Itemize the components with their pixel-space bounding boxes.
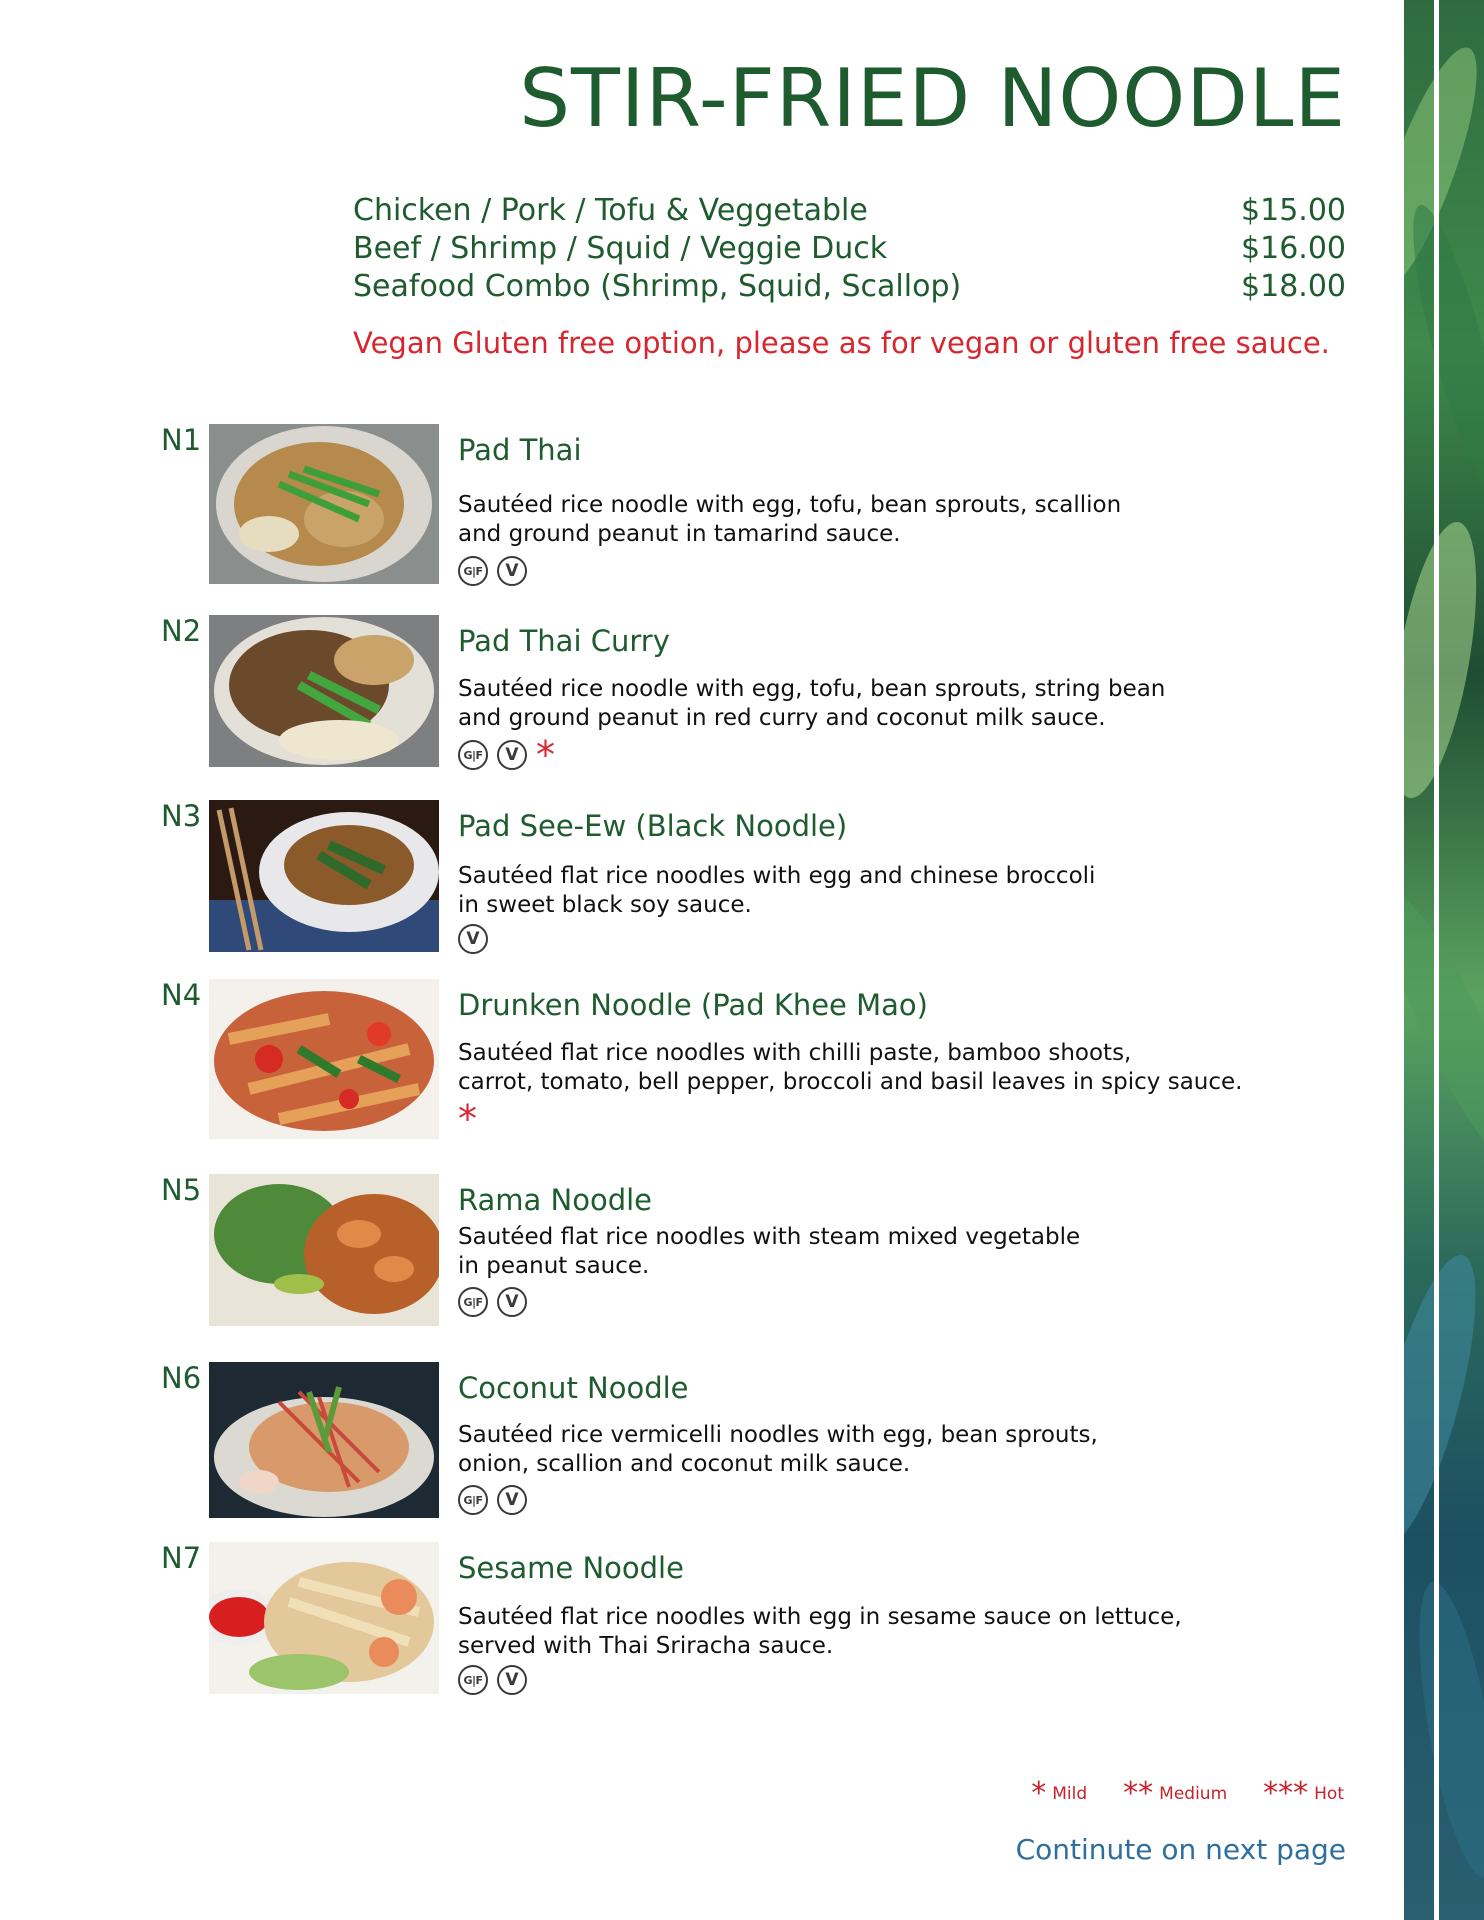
mild-spicy-icon: * xyxy=(536,733,555,777)
dish-photo xyxy=(209,800,439,960)
vegan-icon: V xyxy=(497,1485,527,1515)
leaf-border-decoration xyxy=(1404,0,1484,1920)
item-number: N3 xyxy=(161,799,202,833)
item-badges xyxy=(458,554,527,588)
item-description xyxy=(458,675,1278,733)
item-name: Sesame Noodle xyxy=(458,1551,684,1585)
price-value: $15.00 xyxy=(1241,193,1346,228)
dish-photo xyxy=(209,424,439,584)
description-line: in sweet black soy sauce. xyxy=(458,892,752,918)
item-badges xyxy=(458,1483,527,1517)
item-name: Pad Thai Curry xyxy=(458,624,670,658)
item-number: N1 xyxy=(161,423,202,457)
item-number: N4 xyxy=(161,978,202,1012)
item-badges xyxy=(458,922,488,956)
vegan-icon: V xyxy=(497,556,527,586)
dish-photo xyxy=(209,979,439,1139)
dish-photo xyxy=(209,615,439,775)
description-line: and ground peanut in red curry and coconut milk sauce. xyxy=(458,705,1106,731)
dietary-note: Vegan Gluten free option, please as for vegan or gluten free sauce. xyxy=(353,326,1330,360)
menu-item xyxy=(158,978,1308,1141)
vegan-icon: V xyxy=(497,1665,527,1695)
menu-item xyxy=(158,614,1308,777)
medium-spicy-icon: ** xyxy=(1123,1776,1154,1811)
vegan-icon: V xyxy=(497,740,527,770)
page-title: STIR-FRIED NOODLE xyxy=(519,52,1346,145)
item-name: Pad Thai xyxy=(458,433,582,467)
price-row xyxy=(353,192,1346,230)
item-name: Coconut Noodle xyxy=(458,1371,689,1405)
item-name: Rama Noodle xyxy=(458,1183,653,1217)
item-description xyxy=(458,1223,1278,1281)
legend-label: Medium xyxy=(1159,1784,1228,1804)
item-number: N6 xyxy=(161,1361,202,1395)
item-badges xyxy=(458,1097,477,1141)
vegan-icon: V xyxy=(458,924,488,954)
item-description xyxy=(458,1603,1278,1661)
description-line: Sautéed rice noodle with egg, tofu, bean sprouts, string bean xyxy=(458,676,1166,702)
item-description xyxy=(458,491,1278,549)
description-line: served with Thai Sriracha sauce. xyxy=(458,1633,834,1659)
item-name: Pad See-Ew (Black Noodle) xyxy=(458,809,848,843)
hot-spicy-icon: *** xyxy=(1263,1776,1309,1811)
item-number: N2 xyxy=(161,614,202,648)
description-line: Sautéed rice vermicelli noodles with egg, bean sprouts, xyxy=(458,1422,1098,1448)
menu-item xyxy=(158,1173,1308,1333)
description-line: and ground peanut in tamarind sauce. xyxy=(458,521,901,547)
item-name: Drunken Noodle (Pad Khee Mao) xyxy=(458,988,928,1022)
continue-link[interactable]: Continute on next page xyxy=(1015,1833,1346,1866)
description-line: Sautéed flat rice noodles with egg and chinese broccoli xyxy=(458,863,1096,889)
description-line: Sautéed flat rice noodles with steam mixed vegetable xyxy=(458,1224,1081,1250)
legend-mild xyxy=(1031,1776,1088,1811)
legend-hot xyxy=(1263,1776,1344,1811)
description-line: Sautéed flat rice noodles with chilli paste, bamboo shoots, xyxy=(458,1040,1132,1066)
description-line: onion, scallion and coconut milk sauce. xyxy=(458,1451,911,1477)
menu-item xyxy=(158,1541,1308,1701)
dish-photo xyxy=(209,1542,439,1702)
item-number: N7 xyxy=(161,1541,202,1575)
gluten-free-icon: G|F xyxy=(458,1485,488,1515)
legend-label: Hot xyxy=(1314,1784,1344,1804)
price-value: $18.00 xyxy=(1241,269,1346,304)
gluten-free-icon: G|F xyxy=(458,556,488,586)
item-number: N5 xyxy=(161,1173,202,1207)
menu-item xyxy=(158,1361,1308,1521)
item-badges xyxy=(458,1285,527,1319)
description-line: Sautéed rice noodle with egg, tofu, bean sprouts, scallion xyxy=(458,492,1122,518)
mild-spicy-icon: * xyxy=(458,1097,477,1141)
price-row xyxy=(353,230,1346,268)
spice-legend xyxy=(1031,1776,1344,1811)
item-description xyxy=(458,862,1278,920)
vegan-icon: V xyxy=(497,1287,527,1317)
legend-medium xyxy=(1123,1776,1228,1811)
mild-spicy-icon: * xyxy=(1031,1776,1047,1811)
legend-label: Mild xyxy=(1052,1784,1088,1804)
description-line: carrot, tomato, bell pepper, broccoli and basil leaves in spicy sauce. xyxy=(458,1069,1243,1095)
item-description xyxy=(458,1039,1278,1097)
item-badges xyxy=(458,733,555,777)
gluten-free-icon: G|F xyxy=(458,1287,488,1317)
price-list xyxy=(353,192,1346,306)
price-value: $16.00 xyxy=(1241,231,1346,266)
menu-item xyxy=(158,799,1308,959)
gluten-free-icon: G|F xyxy=(458,740,488,770)
item-badges xyxy=(458,1663,527,1697)
price-label: Seafood Combo (Shrimp, Squid, Scallop) xyxy=(353,269,962,304)
gluten-free-icon: G|F xyxy=(458,1665,488,1695)
dish-photo xyxy=(209,1362,439,1522)
price-row xyxy=(353,268,1346,306)
description-line: in peanut sauce. xyxy=(458,1253,650,1279)
item-description xyxy=(458,1421,1278,1479)
description-line: Sautéed flat rice noodles with egg in sesame sauce on lettuce, xyxy=(458,1604,1182,1630)
dish-photo xyxy=(209,1174,439,1334)
price-label: Chicken / Pork / Tofu & Veggetable xyxy=(353,193,868,228)
price-label: Beef / Shrimp / Squid / Veggie Duck xyxy=(353,231,888,266)
menu-item xyxy=(158,423,1308,583)
